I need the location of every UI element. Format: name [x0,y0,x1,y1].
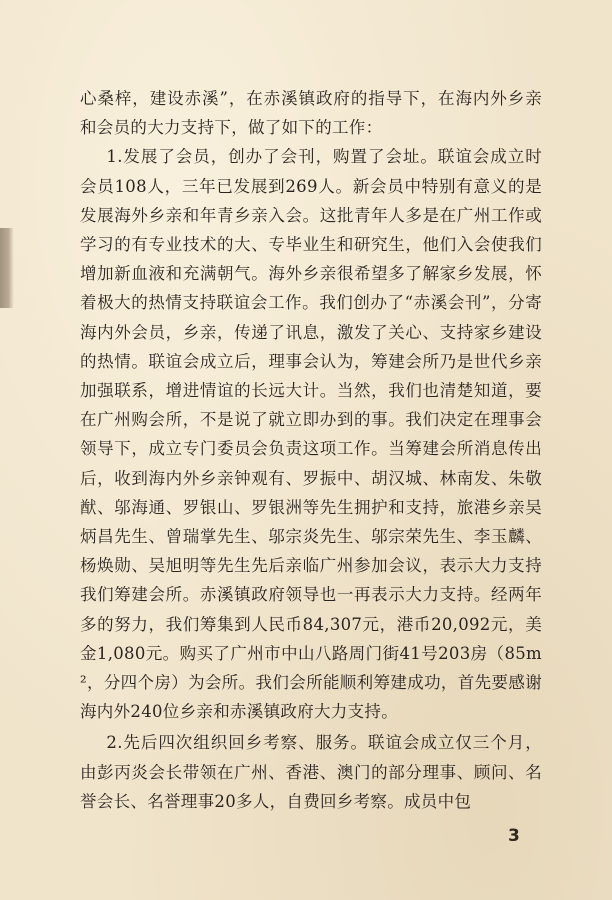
paragraph-item-1: 1.发展了会员，创办了会刊，购置了会址。联谊会成立时会员108人，三年已发展到269人。新会员中特别有意义的是发展海外乡亲和年青乡亲入会。这批青年人多是在广州工作或学习的有专业技术的大、专毕业生和研究生，他们入会使我们增加新血液和充满朝气。海外乡亲很希望多了解家乡发展，怀着极大的热情支持联谊会工作。我们创办了“赤溪会刊”，分寄海内外会员，乡亲，传递了讯息，激发了关心、支持家乡建设的热情。联谊会成立后，理事会认为，筹建会所乃是世代乡亲加强联系，增进情谊的长远大计。当然，我们也清楚知道，要在广州购会所，不是说了就立即办到的事。我们决定在理事会领导下，成立专门委员会负责这项工作。当筹建会所消息传出后，收到海内外乡亲钟观有、罗振中、胡汉城、林南发、朱敬猷、邬海通、罗银山、罗银洲等先生拥护和支持，旅港乡亲吴炳昌先生、曾瑞掌先生、邬宗炎先生、邬宗荣先生、李玉麟、杨焕勋、吴旭明等先生先后亲临广州参加会议，表示大力支持我们筹建会所。赤溪镇政府领导也一再表示大力支持。经两年多的努力，我们筹集到人民币84,307元，港币20,092元，美金1,080元。购买了广州市中山八路周门街41号203房（85m²，分四个房）为会所。我们会所能顺利筹建成功，首先要感谢海内外240位乡亲和赤溪镇政府大力支持。 [80,147,542,722]
paragraph-item-2: 2.先后四次组织回乡考察、服务。联谊会成立仅三个月，由彭丙炎会长带领在广州、香港、澳门的部分理事、顾问、名誉会长、名誉理事20多人，自费回乡考察。成员中包 [80,733,542,811]
binding-edge-mark [0,228,14,308]
body-text [80,84,542,816]
page-number: 3 [508,826,520,846]
paragraph-intro-continuation: 心桑梓，建设赤溪”，在赤溪镇政府的指导下，在海内外乡亲和会员的大力支持下，做了如下的工作： [80,89,542,138]
